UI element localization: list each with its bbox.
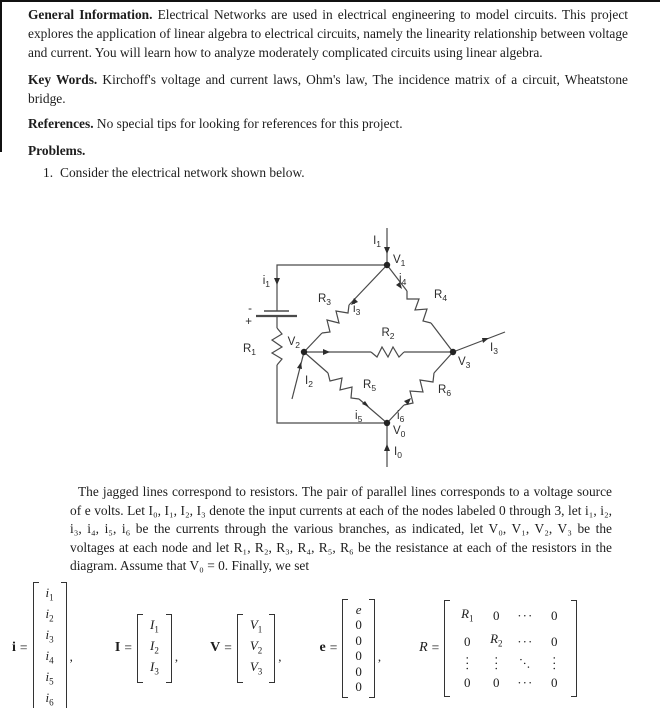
label-R5: $R_5$ <box>363 379 377 393</box>
label-I3: $I_3$ <box>490 342 498 356</box>
matrix-entry: 0 <box>464 675 471 691</box>
bracket-right <box>369 599 375 698</box>
matrix-entry: $R_2$ <box>490 630 503 649</box>
matrix-e-entries <box>348 599 369 698</box>
matrix-entry: $R_1$ <box>461 605 474 624</box>
matrix-entry: 0 <box>493 608 500 624</box>
matrix-V-entries <box>243 614 269 683</box>
vector-entry: 0 <box>355 679 362 695</box>
references-body: No special tips for looking for references for this project. <box>96 116 403 131</box>
circuit-figure <box>238 223 514 473</box>
matrix-V-label: V <box>210 640 221 656</box>
references-heading: References. <box>28 116 94 131</box>
key-words-body: Kirchoff's voltage and current laws, Ohm's law, The incidence matrix of a circuit, Wheatstone bridge. <box>28 72 628 106</box>
label-battery-plus: + <box>245 316 252 328</box>
vector-entry: $V_1$ <box>249 616 263 635</box>
label-i3: $i_3$ <box>353 303 361 317</box>
vector-entry: $i_5$ <box>45 669 54 687</box>
matrix-entry: ··· <box>517 633 534 649</box>
bracket-right <box>61 582 67 708</box>
node-dots <box>301 262 456 426</box>
comma: , <box>69 649 73 665</box>
general-information-body: Electrical Networks are used in electrical engineering to model circuits. This project explores the application of linear algebra to electrical circuits, namely the linearity relationship between voltage and current. You will learn how to analyze moderately complicated circuits using linear algebra. <box>28 7 628 60</box>
label-V2: $V_2$ <box>287 336 300 350</box>
label-i4: $i_4$ <box>399 273 407 287</box>
vector-entry: e <box>355 601 362 617</box>
matrix-i-entries <box>39 582 61 708</box>
paragraph-general-information <box>28 0 628 62</box>
problem-item-text: Consider the electrical network shown below. <box>60 165 305 180</box>
matrix-entry: ··· <box>489 655 505 672</box>
label-R2: $R_2$ <box>381 327 395 341</box>
matrix-R-label: R <box>419 640 428 656</box>
vector-entry: 0 <box>355 663 362 679</box>
matrix-I-equals: = <box>124 640 132 656</box>
vector-entry: $V_3$ <box>249 658 263 677</box>
label-R3: $R_3$ <box>317 293 331 307</box>
matrix-R-entries <box>450 600 571 697</box>
bracket-right <box>571 600 577 697</box>
vector-entry: $V_2$ <box>249 637 263 656</box>
comma: , <box>278 649 282 665</box>
matrix-entry: 0 <box>551 608 558 624</box>
matrix-V-equals: = <box>224 640 232 656</box>
vector-entry: 0 <box>355 617 362 633</box>
matrix-I <box>115 614 178 683</box>
matrix-i-label: i <box>12 640 16 656</box>
matrix-I-label: I <box>114 640 121 656</box>
label-R6: $R_6$ <box>438 384 452 398</box>
label-battery-minus: - <box>248 303 252 315</box>
comma: , <box>174 649 179 665</box>
vector-entry: $i_3$ <box>45 627 54 645</box>
matrix-V <box>210 614 281 683</box>
problems-heading: Problems. <box>28 143 86 158</box>
matrix-definitions <box>12 582 660 708</box>
matrix-entry: 0 <box>464 633 471 649</box>
matrix-entry: ··· <box>547 655 563 672</box>
matrix-R <box>419 600 577 697</box>
circuit-diagram <box>238 223 514 473</box>
label-I0: $I_0$ <box>394 446 402 460</box>
label-I1: $I_1$ <box>373 235 381 249</box>
matrix-entry: ··· <box>460 655 476 672</box>
vector-entry: $i_4$ <box>45 648 54 666</box>
paragraph-key-words <box>28 70 628 108</box>
matrix-R-equals: = <box>431 640 440 656</box>
label-i1: $i_1$ <box>262 275 270 289</box>
label-R1: $R_1$ <box>242 343 256 357</box>
label-i5: $i_5$ <box>355 410 363 424</box>
matrix-entry: 0 <box>493 675 500 691</box>
page-top-edge-artifact <box>0 0 660 2</box>
matrix-entry: 0 <box>551 675 558 691</box>
vector-entry: $I_1$ <box>149 616 159 635</box>
key-words-heading: Key Words. <box>28 72 98 87</box>
vector-entry: $I_3$ <box>149 658 159 677</box>
problem-item-number: 1. <box>43 165 54 180</box>
paragraph-after-figure: The jagged lines correspond to resistors. The pair of parallel lines corresponds to a voltage source of e volts. Let I₀, I₁, I₂, I₃ denote the input currents at each of the nodes labeled 0 through 3, let i₁, i₂, i₃, i₄, i₅, i₆ be the currents through the various branches, as indicated, let V₀, V₁, V₂, V₃ be the voltages at each node and let R₁, R₂, R₃, R₄, R₅, R₆ be the resistance at each of the resistors in the diagram. Assume that V₀ = 0. Finally, we set <box>70 484 612 574</box>
comma: , <box>377 649 382 665</box>
vector-entry: 0 <box>355 648 362 664</box>
page-left-edge-artifact <box>0 0 2 152</box>
matrix-i-equals: = <box>19 640 28 656</box>
bracket-right <box>166 614 172 683</box>
matrix-e <box>320 599 382 698</box>
label-V1: $V_1$ <box>393 254 406 268</box>
vector-entry: 0 <box>355 632 362 648</box>
bracket-right <box>269 614 275 683</box>
matrix-entry: ··· <box>517 608 534 624</box>
label-I2: $I_2$ <box>305 375 313 389</box>
vector-entry: $i_6$ <box>45 690 54 708</box>
matrix-i <box>12 582 73 708</box>
matrix-I-entries <box>143 614 166 683</box>
matrix-entry: ··· <box>514 652 537 675</box>
label-i6: $i_6$ <box>397 410 405 424</box>
vector-entry: $i_2$ <box>45 606 54 624</box>
problem-item-1 <box>43 163 628 182</box>
vector-entry: $I_2$ <box>149 637 159 656</box>
paragraph-references <box>28 114 628 133</box>
label-V3: $V_3$ <box>458 356 471 370</box>
matrix-entry: 0 <box>551 633 558 649</box>
label-R4: $R_4$ <box>434 289 448 303</box>
matrix-e-label: e <box>319 640 326 656</box>
matrix-entry: ··· <box>517 675 534 691</box>
vector-entry: $i_1$ <box>45 584 54 603</box>
label-V0: $V_0$ <box>393 425 406 439</box>
general-information-heading: General Information. <box>28 7 153 22</box>
matrix-e-equals: = <box>329 640 338 656</box>
